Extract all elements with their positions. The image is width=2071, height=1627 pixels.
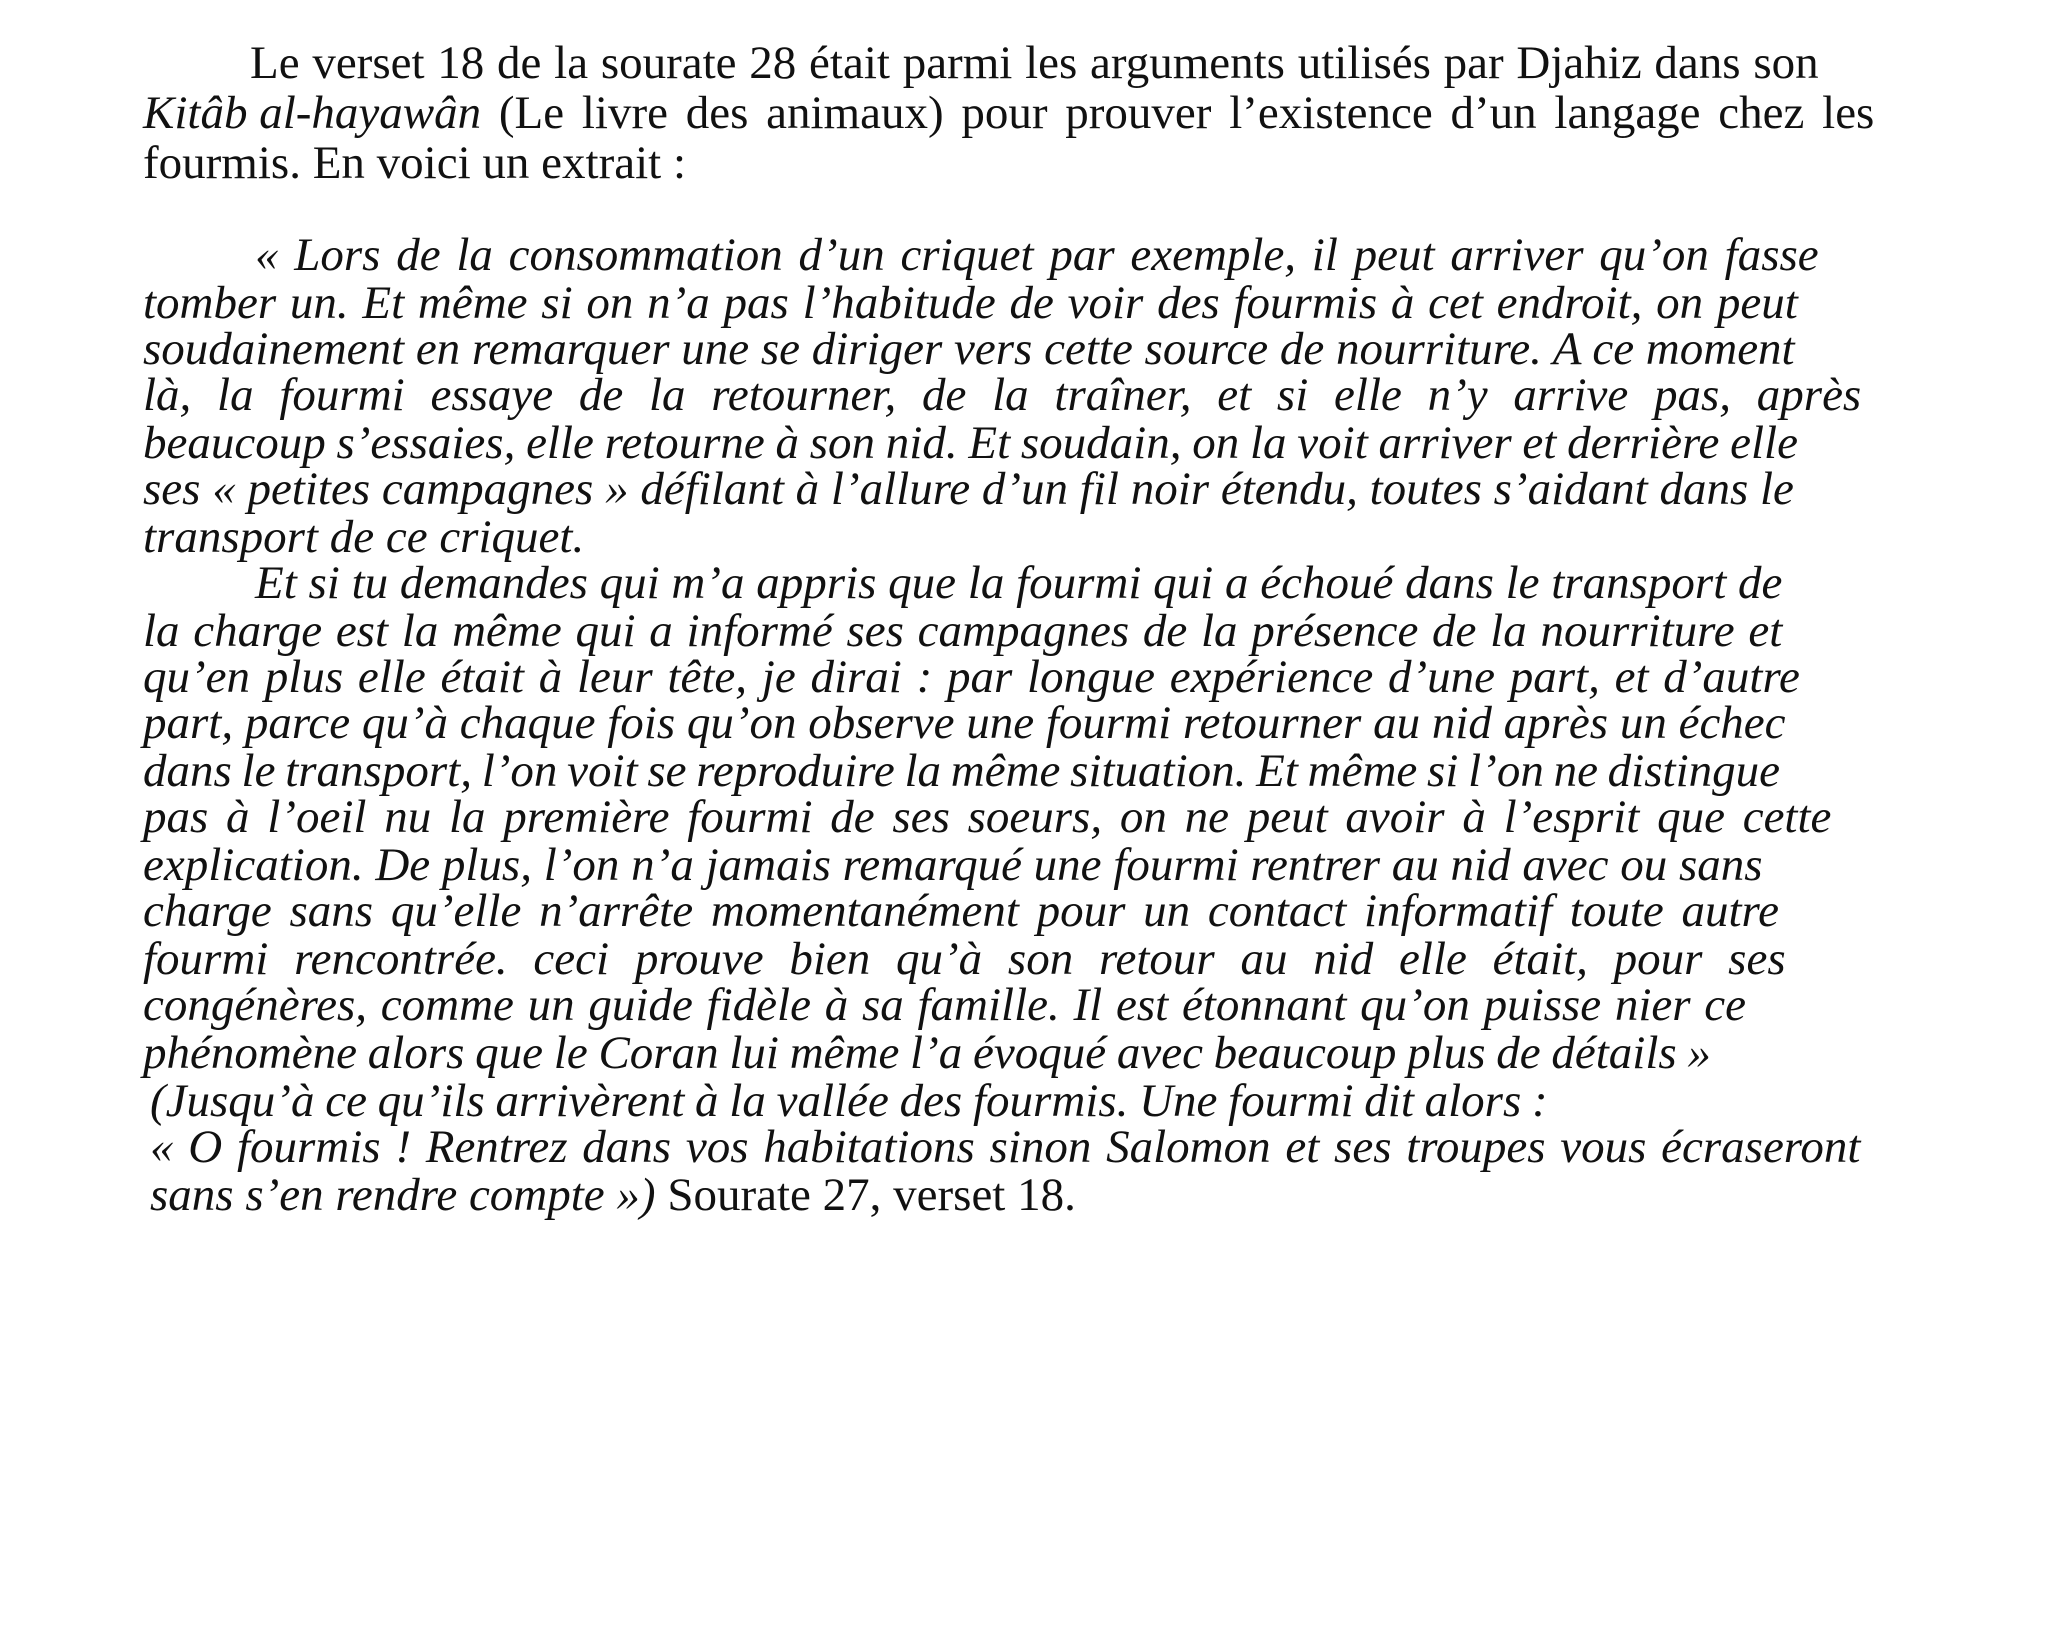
quote-line-text: charge sans qu’elle n’arrête momentanément pour un contact informatif toute autre	[143, 885, 1779, 937]
quote-p2-line-10	[143, 979, 1747, 1031]
quote-line-text: qu’en plus elle était à leur tête, je dirai : par longue expérience d’une part, et d’autre	[143, 651, 1800, 703]
quote-line-text: Et si tu demandes qui m’a appris que la fourmi qui a échoué dans le transport de	[255, 557, 1783, 609]
verse-line-1	[150, 1075, 1548, 1127]
quote-p2-line-3	[143, 651, 1800, 703]
quote-line-text: part, parce qu’à chaque fois qu’on observe une fourmi retourner au nid après un échec	[143, 697, 1786, 749]
quote-p1-line-3	[143, 323, 1795, 375]
quote-line-text: dans le transport, l’on voit se reproduire la même situation. Et même si l’on ne distingue	[143, 745, 1781, 797]
quote-line-text: « Lors de la consommation d’un criquet par exemple, il peut arriver qu’on fasse	[255, 229, 1819, 281]
intro-line-1-text: Le verset 18 de la sourate 28 était parmi les arguments utilisés par Djahiz dans son	[250, 37, 1819, 89]
quote-p1-line-1	[255, 229, 1819, 281]
quote-line-text: soudainement en remarquer une se diriger vers cette source de nourriture. A ce moment	[143, 323, 1795, 375]
quote-p2-line-4	[143, 697, 1786, 749]
quote-p2-line-7	[143, 839, 1763, 891]
quote-p2-line-11	[143, 1027, 1711, 1079]
book-title: Kitâb al-hayawân	[143, 87, 482, 139]
quote-line-text: là, la fourmi essaye de la retourner, de la traîner, et si elle n’y arrive pas, après	[143, 369, 1862, 421]
intro-line-2	[143, 87, 1875, 139]
verse-line-text: « O fourmis ! Rentrez dans vos habitations sinon Salomon et ses troupes vous écraseront	[150, 1121, 1861, 1173]
quote-line-text: explication. De plus, l’on n’a jamais remarqué une fourmi rentrer au nid avec ou sans	[143, 839, 1763, 891]
quote-line-text: la charge est la même qui a informé ses campagnes de la présence de la nourriture et	[143, 605, 1783, 657]
quote-line-text: pas à l’oeil nu la première fourmi de ses soeurs, on ne peut avoir à l’esprit que cette	[143, 791, 1832, 843]
intro-line-2-text: (Le livre des animaux) pour prouver l’existence d’un langage chez les	[481, 87, 1875, 139]
quote-p1-line-2	[143, 277, 1798, 329]
quote-line-text: transport de ce criquet.	[143, 511, 585, 563]
verse-line-3	[150, 1169, 1076, 1221]
quote-line-text: ses « petites campagnes » défilant à l’allure d’un fil noir étendu, toutes s’aidant dans le	[143, 463, 1794, 515]
quote-p1-line-6	[143, 463, 1794, 515]
quote-p2-line-9	[143, 933, 1786, 985]
verse-reference: Sourate 27, verset 18.	[655, 1169, 1076, 1221]
quote-p1-line-4	[143, 369, 1862, 421]
verse-line-2	[150, 1121, 1861, 1173]
quote-line-text: phénomène alors que le Coran lui même l’a évoqué avec beaucoup plus de détails »	[143, 1027, 1711, 1079]
intro-line-3-text: fourmis. En voici un extrait :	[143, 137, 687, 189]
quote-p1-line-7	[143, 511, 585, 563]
quote-line-text: beaucoup s’essaies, elle retourne à son nid. Et soudain, on la voit arriver et derrière elle	[143, 417, 1798, 469]
verse-line-text: (Jusqu’à ce qu’ils arrivèrent à la vallée des fourmis. Une fourmi dit alors :	[150, 1075, 1548, 1127]
intro-line-3	[143, 137, 687, 189]
quote-p2-line-1	[255, 557, 1783, 609]
verse-line-3-italic: sans s’en rendre compte »)	[150, 1169, 656, 1221]
quote-p2-line-8	[143, 885, 1779, 937]
quote-p2-line-5	[143, 745, 1781, 797]
quote-line-text: tomber un. Et même si on n’a pas l’habitude de voir des fourmis à cet endroit, on peut	[143, 277, 1798, 329]
quote-line-text: congénères, comme un guide fidèle à sa famille. Il est étonnant qu’on puisse nier ce	[143, 979, 1747, 1031]
quote-p1-line-5	[143, 417, 1798, 469]
quote-p2-line-6	[143, 791, 1832, 843]
quote-line-text: fourmi rencontrée. ceci prouve bien qu’à son retour au nid elle était, pour ses	[143, 933, 1786, 985]
quote-p2-line-2	[143, 605, 1783, 657]
intro-line-1	[250, 37, 1819, 89]
